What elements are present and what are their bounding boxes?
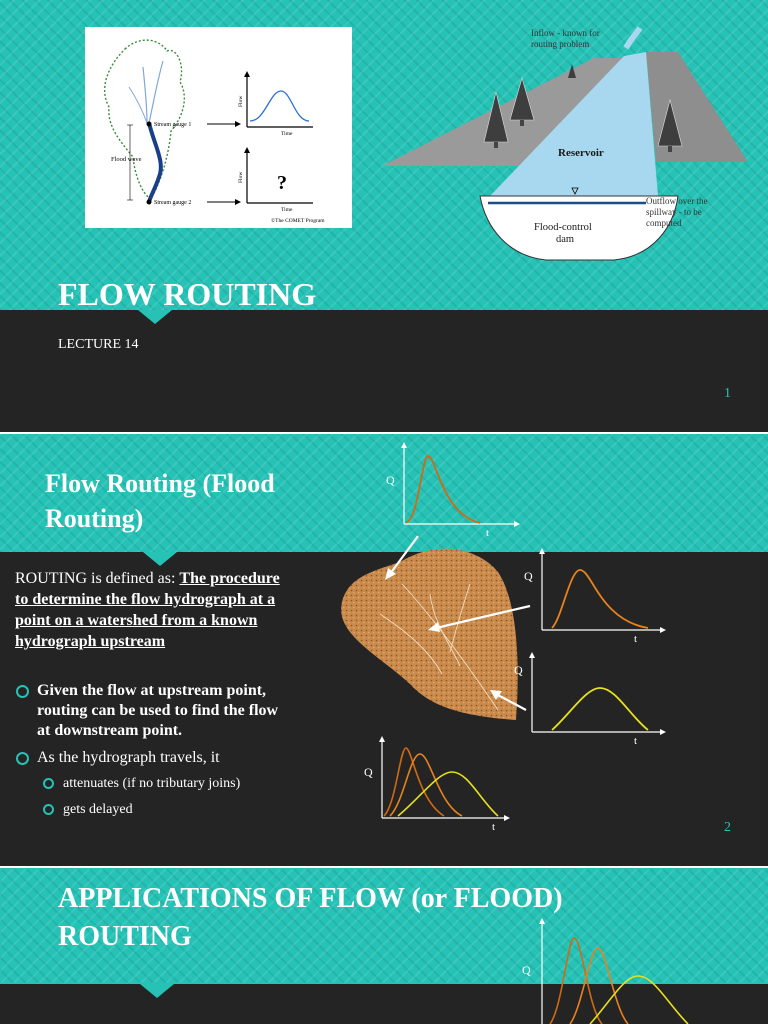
slide-2-page-number: 2	[724, 820, 731, 835]
top-hydrograph-curve	[406, 456, 480, 523]
applications-hydrograph-figure	[510, 908, 710, 1024]
stream-branch-2	[149, 61, 163, 123]
svg-text:Flow: Flow	[238, 95, 244, 107]
slide-3-title-line1: APPLICATIONS OF FLOW (or FLOOD)	[58, 883, 563, 914]
svg-text:Time: Time	[281, 207, 293, 213]
gauge-1-label: Stream gauge 1	[154, 122, 192, 128]
watershed-gauge-svg	[85, 27, 352, 228]
inflow-label-line2: routing problem	[531, 39, 590, 49]
bullet-list	[15, 681, 290, 820]
slide-1-subtitle: LECTURE 14	[58, 337, 139, 352]
slide-2-title	[45, 466, 275, 536]
sub-bullet-item-1: attenuates (if no tributary joins)	[15, 774, 290, 794]
slide-3-notch	[140, 984, 174, 998]
combined-curve-3	[398, 772, 498, 816]
slide-1	[0, 0, 768, 432]
svg-text:t: t	[486, 527, 490, 539]
bullet-circle-icon	[43, 778, 54, 789]
slide-2-title-line1: Flow Routing (Flood	[45, 469, 275, 498]
svg-text:Time: Time	[281, 131, 293, 137]
svg-text:t: t	[634, 735, 638, 747]
svg-text:t: t	[634, 633, 638, 645]
slide-1-title: FLOW ROUTING	[58, 276, 317, 312]
gauge-2-dot	[147, 200, 152, 205]
definition-prefix: ROUTING is defined as:	[15, 570, 180, 587]
routing-definition	[15, 568, 290, 652]
slide-1-dark-body	[0, 310, 768, 432]
bullet-item-2: As the hydrograph travels, it	[15, 748, 290, 768]
watershed-gauge-figure	[85, 27, 352, 228]
svg-text:Q: Q	[514, 663, 523, 677]
slide-3	[0, 868, 768, 1024]
dam-label-line2: dam	[556, 234, 575, 245]
outflow-label-line3: computed	[646, 218, 682, 228]
definition-underlined: The procedure to determine the flow hydrograph at a point on a watershed from a known hydrograph upstream	[15, 570, 280, 650]
bullet-circle-icon	[16, 752, 29, 765]
svg-text:Q: Q	[364, 765, 373, 779]
outflow-label-line1: Outflow over the	[646, 196, 708, 206]
comet-credit: ©The COMET Program	[271, 218, 325, 224]
slide-1-page-number: 1	[724, 386, 731, 401]
slide-2	[0, 434, 768, 866]
stream-main	[149, 123, 161, 202]
gauge-2-label: Stream gauge 2	[154, 200, 192, 206]
dam-label-line1: Flood-control	[534, 222, 592, 233]
question-mark: ?	[277, 172, 287, 194]
stream-branch-3	[129, 87, 147, 123]
slide-3-title-line2: ROUTING	[58, 921, 192, 952]
slide-2-title-line2: Routing)	[45, 504, 144, 533]
hydrograph-1-curve	[250, 91, 309, 121]
bullet-item-1: Given the flow at upstream point, routing can be used to find the flow at downstream point.	[15, 681, 290, 741]
slide-3-title	[58, 880, 563, 956]
inflow-stream	[626, 28, 640, 48]
slide-2-notch	[143, 552, 177, 566]
reservoir-dam-figure	[378, 20, 753, 265]
sub-bullet-item-2: gets delayed	[15, 800, 290, 820]
bullet-circle-icon	[16, 685, 29, 698]
routing-hydrograph-figure	[330, 434, 710, 844]
outflow-label-line2: spillway - to be	[646, 207, 702, 217]
mid-hydrograph-curve	[552, 570, 648, 628]
app-curve-3	[590, 976, 688, 1024]
bullet-circle-icon	[43, 804, 54, 815]
reservoir-label: Reservoir	[558, 147, 604, 159]
svg-text:Q: Q	[524, 569, 533, 583]
watershed-leaf	[341, 549, 518, 720]
low-hydrograph-curve	[552, 688, 648, 730]
svg-text:Flow: Flow	[238, 171, 244, 183]
watershed-boundary	[105, 40, 185, 199]
svg-text:t: t	[492, 821, 496, 833]
inflow-label-line1: Inflow - known for	[531, 28, 600, 38]
gauge-1-dot	[147, 122, 152, 127]
svg-text:Q: Q	[522, 963, 531, 977]
flood-wave-label: Flood wave	[111, 156, 142, 163]
svg-text:Q: Q	[386, 473, 395, 487]
